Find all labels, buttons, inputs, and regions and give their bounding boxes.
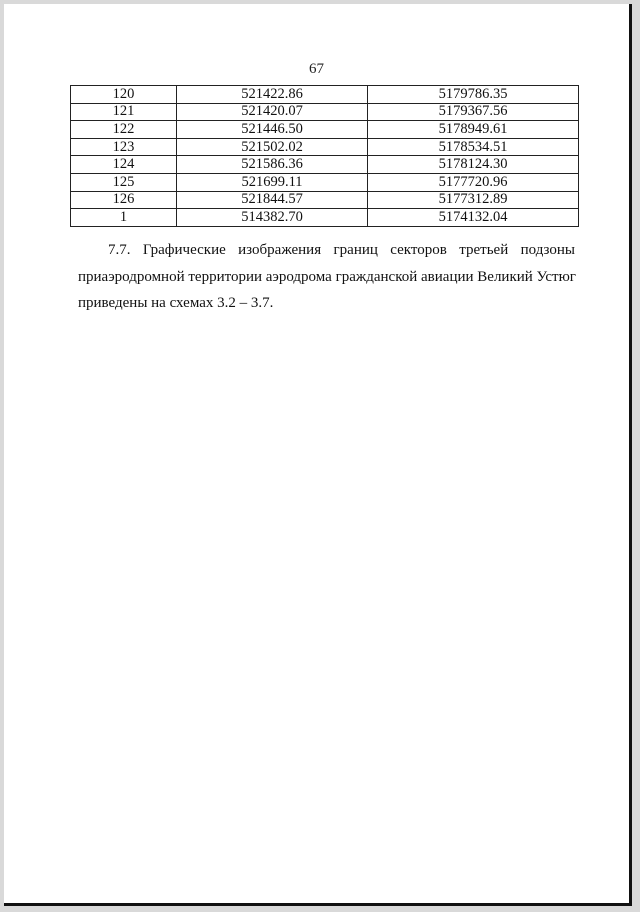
x-coordinate-cell: 521844.57 xyxy=(177,191,368,209)
y-coordinate-cell: 5178534.51 xyxy=(368,138,579,156)
page-number: 67 xyxy=(309,61,324,77)
x-coordinate-cell: 521586.36 xyxy=(177,156,368,174)
point-number-cell: 125 xyxy=(71,173,177,191)
table-row xyxy=(71,173,579,191)
table-row xyxy=(71,209,579,227)
paragraph-line: приаэродромной территории аэродрома гражданской авиации Великий Устюг xyxy=(78,268,576,285)
paragraph-line: 7.7. Графические изображения границ секторов третьей подзоны xyxy=(108,242,575,258)
y-coordinate-cell: 5179367.56 xyxy=(368,103,579,121)
x-coordinate-cell: 521420.07 xyxy=(177,103,368,121)
y-coordinate-cell: 5177720.96 xyxy=(368,173,579,191)
table-row xyxy=(71,121,579,139)
point-number-cell: 124 xyxy=(71,156,177,174)
paragraph-line: приведены на схемах 3.2 – 3.7. xyxy=(78,295,274,311)
point-number-cell: 126 xyxy=(71,191,177,209)
table-row xyxy=(71,156,579,174)
y-coordinate-cell: 5179786.35 xyxy=(368,86,579,104)
x-coordinate-cell: 514382.70 xyxy=(177,209,368,227)
point-number-cell: 121 xyxy=(71,103,177,121)
x-coordinate-cell: 521502.02 xyxy=(177,138,368,156)
x-coordinate-cell: 521422.86 xyxy=(177,86,368,104)
table-row xyxy=(71,138,579,156)
y-coordinate-cell: 5174132.04 xyxy=(368,209,579,227)
coordinates-table-body xyxy=(71,86,579,227)
point-number-cell: 120 xyxy=(71,86,177,104)
x-coordinate-cell: 521446.50 xyxy=(177,121,368,139)
coordinates-table xyxy=(70,85,579,227)
document-page xyxy=(4,4,632,906)
table-row xyxy=(71,191,579,209)
point-number-cell: 122 xyxy=(71,121,177,139)
y-coordinate-cell: 5178124.30 xyxy=(368,156,579,174)
point-number-cell: 1 xyxy=(71,209,177,227)
y-coordinate-cell: 5177312.89 xyxy=(368,191,579,209)
section-paragraph xyxy=(78,237,575,317)
x-coordinate-cell: 521699.11 xyxy=(177,173,368,191)
table-row xyxy=(71,103,579,121)
table-row xyxy=(71,86,579,104)
y-coordinate-cell: 5178949.61 xyxy=(368,121,579,139)
point-number-cell: 123 xyxy=(71,138,177,156)
